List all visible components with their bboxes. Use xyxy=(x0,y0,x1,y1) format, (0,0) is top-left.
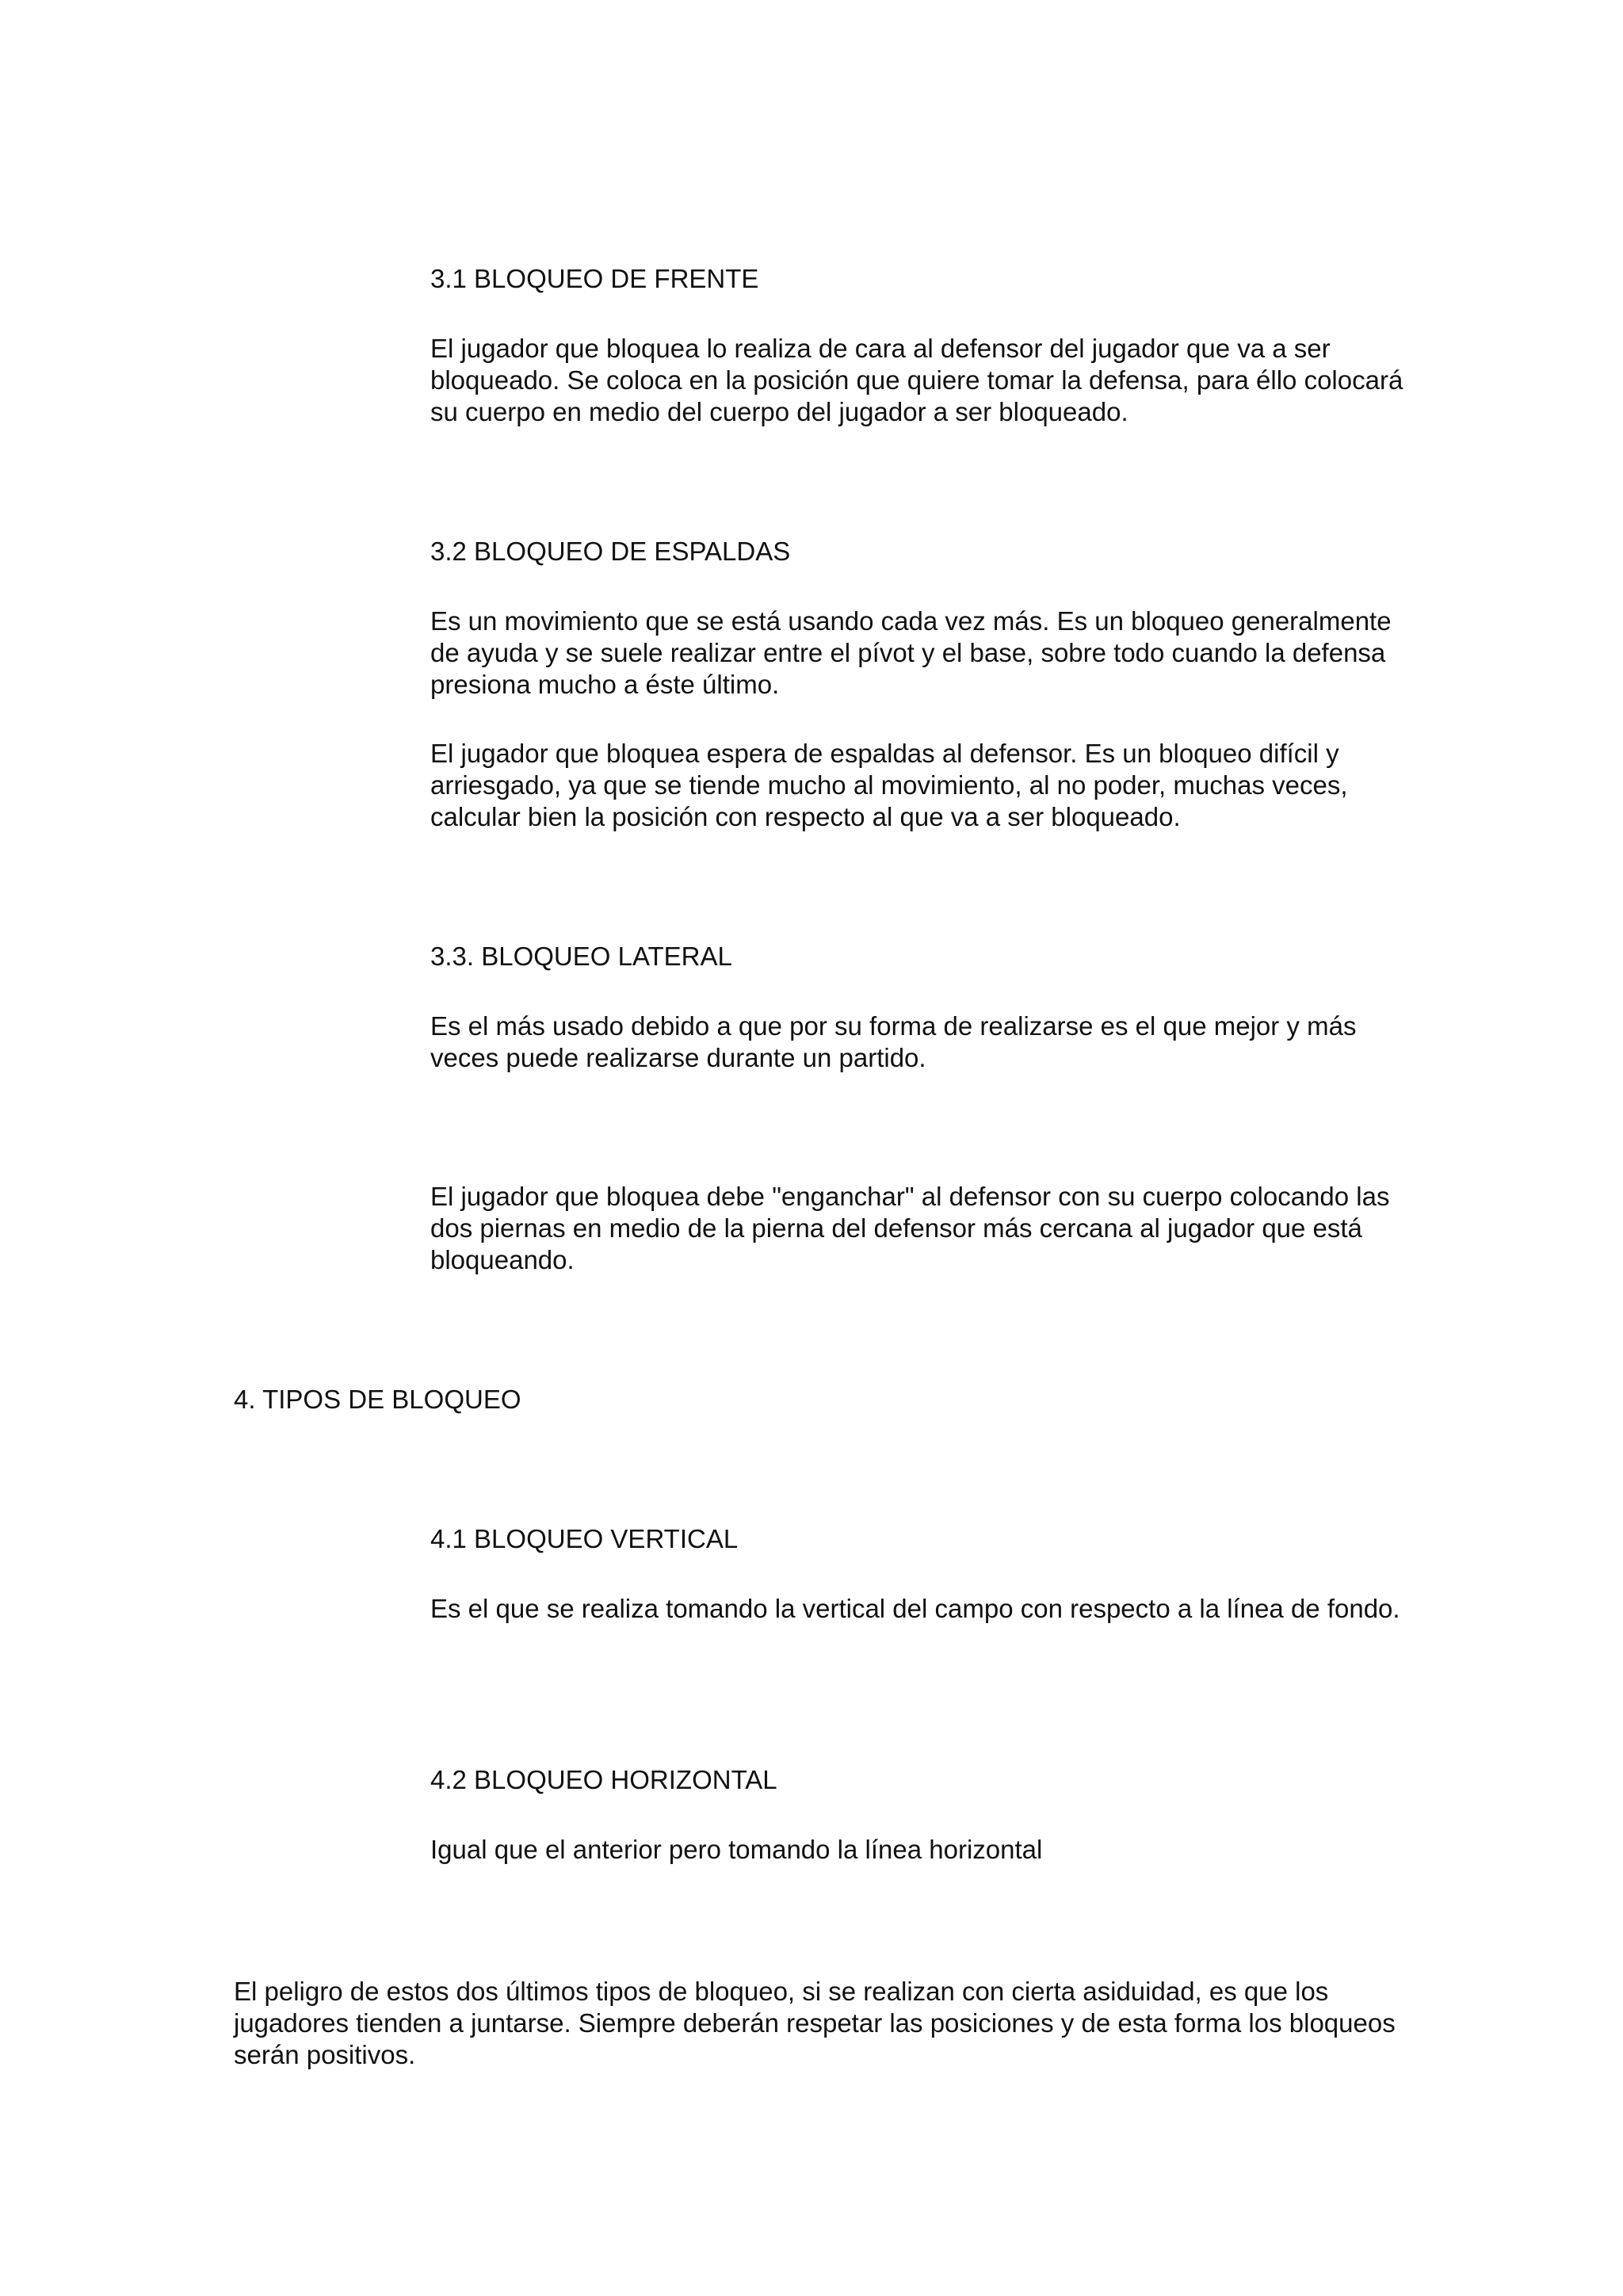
heading-4: 4. TIPOS DE BLOQUEO xyxy=(234,1385,521,1414)
paragraph-4-2: Igual que el anterior pero tomando la línea horizontal xyxy=(430,1835,1043,1864)
heading-4-2: 4.2 BLOQUEO HORIZONTAL xyxy=(430,1765,777,1794)
paragraph-3-1: El jugador que bloquea lo realiza de cara al defensor del jugador que va a ser bloqueado. Se coloca en la posición que quiere tomar la defensa, para éllo colocará su cuerpo en medio del cuerpo del jugador a ser bloqueado. xyxy=(430,334,1403,426)
closing-paragraph: El peligro de estos dos últimos tipos de bloqueo, si se realizan con cierta asiduidad, es que los jugadores tienden a juntarse. Siempre deberán respetar las posiciones y de esta forma los bloqueos serán positivos. xyxy=(234,1977,1396,2069)
paragraph-4-1: Es el que se realiza tomando la vertical del campo con respecto a la línea de fondo. xyxy=(430,1594,1400,1623)
heading-4-1: 4.1 BLOQUEO VERTICAL xyxy=(430,1524,739,1553)
paragraph-3-3-a: Es el más usado debido a que por su forma de realizarse es el que mejor y más veces puede realizarse durante un partido. xyxy=(430,1011,1357,1072)
heading-3-3: 3.3. BLOQUEO LATERAL xyxy=(430,942,732,971)
heading-3-2: 3.2 BLOQUEO DE ESPALDAS xyxy=(430,537,791,566)
paragraph-3-3-b: El jugador que bloquea debe "enganchar" al defensor con su cuerpo colocando las dos piernas en medio de la pierna del defensor más cercana al jugador que está bloqueando. xyxy=(430,1182,1390,1274)
paragraph-3-2-a: Es un movimiento que se está usando cada vez más. Es un bloqueo generalmente de ayuda y se suele realizar entre el pívot y el base, sobre todo cuando la defensa presiona mucho a éste último. xyxy=(430,606,1392,699)
paragraph-3-2-b: El jugador que bloquea espera de espaldas al defensor. Es un bloqueo difícil y arriesgado, ya que se tiende mucho al movimiento, al no poder, muchas veces, calcular bien la posición con respecto al que va a ser bloqueado. xyxy=(430,739,1348,831)
heading-3-1: 3.1 BLOQUEO DE FRENTE xyxy=(430,264,759,293)
